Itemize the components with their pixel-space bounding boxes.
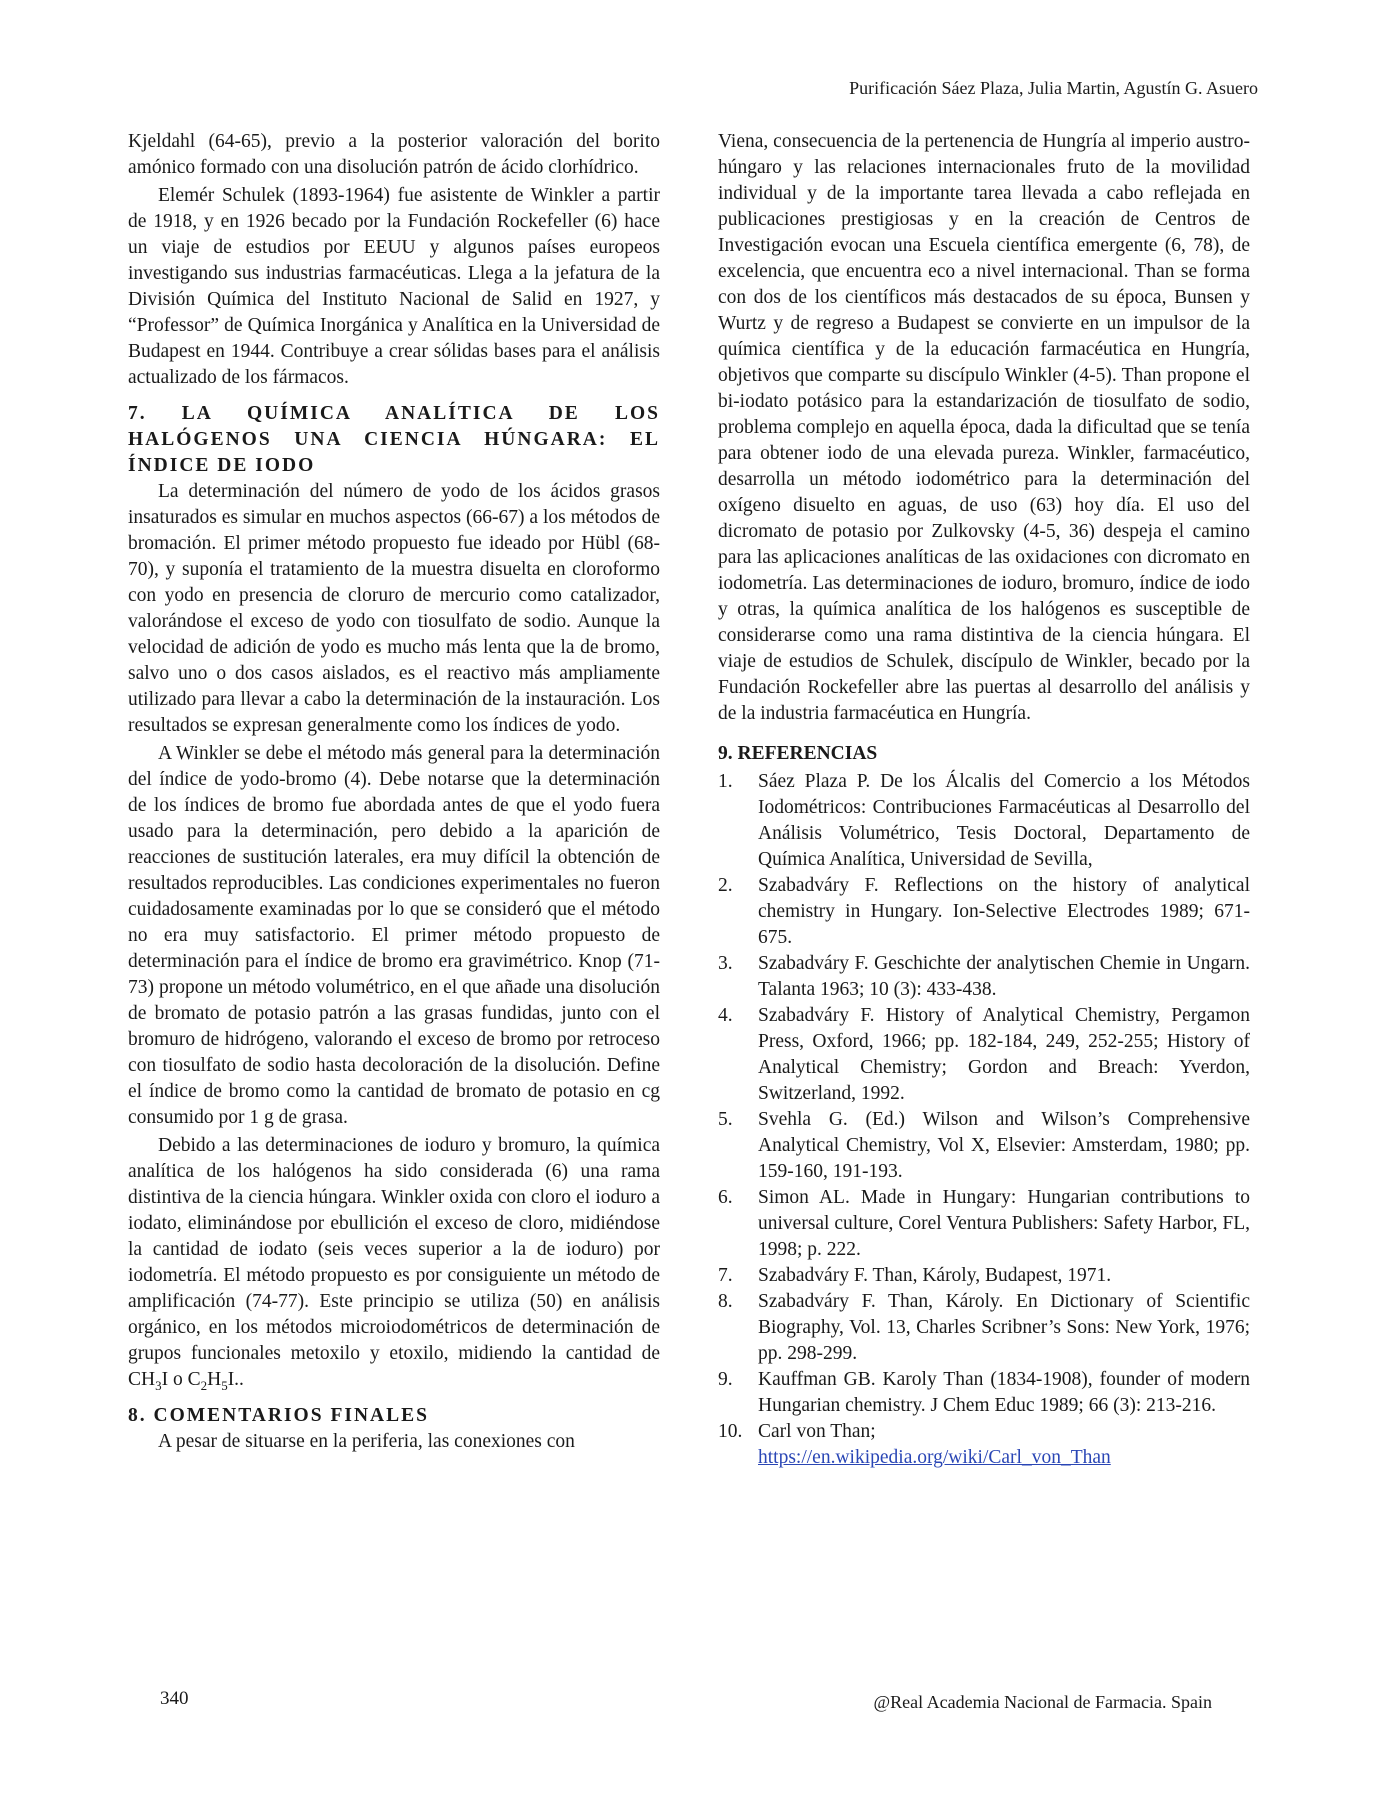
reference-number: 3. — [718, 953, 733, 974]
reference-item — [718, 1289, 1250, 1367]
reference-number: 7. — [718, 1265, 733, 1286]
reference-text: Simon AL. Made in Hungary: Hungarian contributions to universal culture, Corel Ventura Publishers: Safety Harbor, FL, 1998; p. 222. — [758, 1187, 1250, 1260]
subscript: 5 — [221, 1377, 228, 1393]
paragraph-text: I.. — [227, 1369, 244, 1390]
reference-number: 1. — [718, 771, 733, 792]
reference-number: 2. — [718, 875, 733, 896]
paragraph: Viena, consecuencia de la pertenencia de Hungría al imperio austro-húngaro y las relaciones internacionales fruto de la movilidad individual y de la importante tarea llevada a cabo reflejada en publicaciones prestigiosas y en la creación de Centros de Investigación evocan una Escuela científica emergente (6, 78), de excelencia, que encuentra eco a nivel internacional. Than se forma con dos de los científicos más destacados de su época, Bunsen y Wurtz y de regreso a Budapest se convierte en un impulsor de la química científica y de la educación farmacéutica en Hungría, objetivos que comparte su discípulo Winkler (4-5). Than propone el bi-iodato potásico para la estandarización de tiosulfato de sodio, problema complejo en aquella época, dada la dificultad que se tenía para obtener iodo de una elevada pureza. Winkler, farmacéutico, desarrolla un método iodométrico para la determinación del oxígeno disuelto en aguas, de uso (63) hoy día. El uso del dicromato de potasio por Zulkovsky (4-5, 36) despeja el camino para las aplicaciones analíticas de las oxidaciones con dicromato en iodometría. Las determinaciones de ioduro, bromuro, índice de iodo y otras, la química analítica de los halógenos es susceptible de considerarse como una rama distintiva de la ciencia húngara. El viaje de estudios de Schulek, discípulo de Winkler, becado por la Fundación Rockefeller abre las puertas al desarrollo del análisis y de la industria farmacéutica en Hungría. — [718, 131, 1250, 724]
reference-list — [718, 769, 1250, 1471]
running-header-authors: Purificación Sáez Plaza, Julia Martin, Agustín G. Asuero — [849, 78, 1258, 98]
paragraph — [128, 1133, 660, 1393]
paragraph: Elemér Schulek (1893-1964) fue asistente de Winkler a partir de 1918, y en 1926 becado por la Fundación Rockefeller (6) hace un viaje de estudios por EEUU y algunos países europeos investigando sus industrias farmacéuticas. Llega a la jefatura de la División Química del Instituto Nacional de Salid en 1927, y “Professor” de Química Inorgánica y Analítica en la Universidad de Budapest en 1944. Contribuye a crear sólidas bases para el análisis actualizado de los fármacos. — [128, 185, 660, 388]
reference-number: 8. — [718, 1291, 733, 1312]
reference-text — [758, 1419, 1250, 1471]
paragraph-text: Debido a las determinaciones de ioduro y bromuro, la química analítica de los halógenos ha sido considerada (6) una rama distintiva de la ciencia húngara. Winkler oxida con cloro el ioduro a iodato, eliminándose por ebullición el exceso de cloro, midiéndose la cantidad de iodato (seis veces superior a la de ioduro) por iodometría. El método propuesto es por consiguiente un método de amplificación (74-77). Este principio se utiliza (50) en análisis orgánico, en los métodos microiodométricos de determinación de grupos funcionales metoxilo y etoxilo, midiendo la cantidad de CH — [128, 1135, 660, 1390]
paragraph-text: H — [207, 1369, 222, 1390]
section-heading-8: 8. COMENTARIOS FINALES — [128, 1405, 429, 1426]
reference-text: Szabadváry F. History of Analytical Chemistry, Pergamon Press, Oxford, 1966; pp. 182-184, 249, 252-255; History of Analytical Chemistry; Gordon and Breach: Yverdon, Switzerland, 1992. — [758, 1005, 1250, 1104]
section-heading-7-line1: 7. LA QUÍMICA ANALÍTICA DE LOS HALÓGENOS UNA CIENCIA HÚNGARA: EL — [128, 403, 660, 450]
reference-item — [718, 951, 1250, 1003]
reference-text: Szabadváry F. Than, Károly. En Dictionary of Scientific Biography, Vol. 13, Charles Scribner’s Sons: New York, 1976; pp. 298-299. — [758, 1291, 1250, 1364]
paragraph: A Winkler se debe el método más general para la determinación del índice de yodo-bromo (4). Debe notarse que la determinación de los índices de bromo fue abordada antes de que el yodo fuera usado para la determinación, pero debido a la aparición de reacciones de sustitución laterales, era muy difícil la obtención de resultados reproducibles. Las condiciones experimentales no fueron cuidadosamente examinadas por lo que se consideró que el método no era muy satisfactorio. El primer método propuesto de determinación para el índice de bromo era gravimétrico. Knop (71-73) propone un método volumétrico, en el que añade una disolución de bromato de potasio patrón a las grasas fundidas, junto con el bromuro de hidrógeno, valorando el exceso de bromo por retroceso con tiosulfato de sodio hasta decoloración de la disolución. Define el índice de bromo como la cantidad de bromato de potasio en cg consumido por 1 g de grasa. — [128, 743, 660, 1128]
paragraph: Kjeldahl (64-65), previo a la posterior valoración del borito amónico formado con una disolución patrón de ácido clorhídrico. — [128, 131, 660, 178]
reference-text: Szabadváry F. Geschichte der analytischen Chemie in Ungarn. Talanta 1963; 10 (3): 433-438. — [758, 953, 1250, 1000]
reference-text-main: Carl von Than; — [758, 1421, 876, 1442]
subscript: 2 — [200, 1377, 208, 1393]
reference-item — [718, 1107, 1250, 1185]
section-heading-7-cont: ÍNDICE DE IODO — [128, 455, 316, 476]
reference-text: Szabadváry F. Reflections on the history of analytical chemistry in Hungary. Ion-Selective Electrodes 1989; 671-675. — [758, 875, 1250, 948]
reference-number: 5. — [718, 1109, 733, 1130]
right-column — [718, 129, 1250, 1471]
subscript: 3 — [155, 1377, 162, 1393]
reference-item — [718, 1367, 1250, 1419]
section-heading-7 — [128, 401, 660, 453]
reference-item — [718, 1263, 1250, 1289]
page-number: 340 — [160, 1688, 189, 1709]
reference-number: 4. — [718, 1005, 733, 1026]
reference-item — [718, 873, 1250, 951]
left-column — [128, 129, 660, 1455]
section-heading-9: 9. REFERENCIAS — [718, 743, 878, 764]
reference-item — [718, 1185, 1250, 1263]
reference-link[interactable]: https://en.wikipedia.org/wiki/Carl_von_Than — [758, 1447, 1111, 1468]
reference-text: Svehla G. (Ed.) Wilson and Wilson’s Comprehensive Analytical Chemistry, Vol X, Elsevier: Amsterdam, 1980; pp. 159-160, 191-193. — [758, 1109, 1250, 1182]
paragraph-text: I o C — [161, 1369, 201, 1390]
reference-number: 9. — [718, 1369, 733, 1390]
paragraph: A pesar de situarse en la periferia, las conexiones con — [158, 1431, 575, 1452]
reference-text: Szabadváry F. Than, Károly, Budapest, 1971. — [758, 1265, 1112, 1286]
reference-number: 6. — [718, 1187, 733, 1208]
reference-item — [718, 1003, 1250, 1107]
reference-number: 10. — [718, 1421, 743, 1442]
reference-item — [718, 769, 1250, 873]
paragraph: La determinación del número de yodo de los ácidos grasos insaturados es simular en muchos aspectos (66-67) a los métodos de bromación. El primer método propuesto fue ideado por Hübl (68-70), y suponía el tratamiento de la muestra disuelta en cloroformo con yodo en presencia de cloruro de mercurio como catalizador, valorándose el exceso de yodo con tiosulfato de sodio. Aunque la velocidad de adición de yodo es mucho más lenta que la de bromo, salvo uno o dos casos aislados, es el reactivo más ampliamente utilizado para llevar a cabo la determinación de la instauración. Los resultados se expresan generalmente como los índices de yodo. — [128, 481, 660, 736]
reference-item — [718, 1419, 1250, 1471]
reference-text: Kauffman GB. Karoly Than (1834-1908), founder of modern Hungarian chemistry. J Chem Educ 1989; 66 (3): 213-216. — [758, 1369, 1250, 1416]
footer-publisher: @Real Academia Nacional de Farmacia. Spain — [873, 1692, 1212, 1712]
reference-text: Sáez Plaza P. De los Álcalis del Comercio a los Métodos Iodométricos: Contribuciones Farmacéuticas al Desarrollo del Análisis Volumétrico, Tesis Doctoral, Departamento de Química Analítica, Universidad de Sevilla, — [758, 771, 1250, 870]
